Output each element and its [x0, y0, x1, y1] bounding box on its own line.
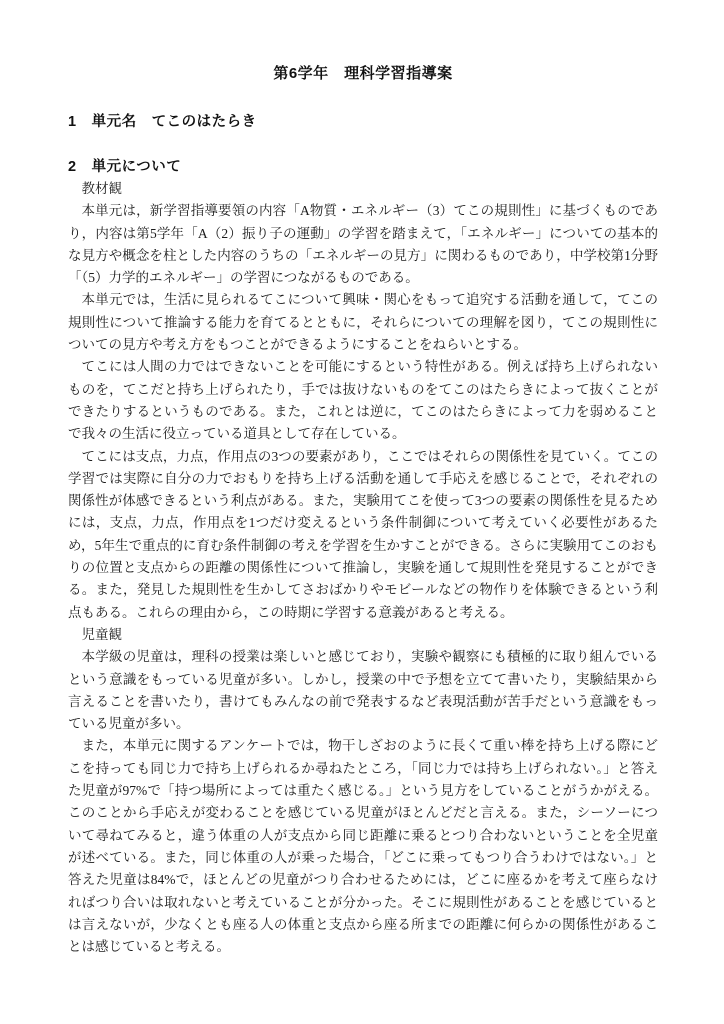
section-heading-unit-name: 1 単元名 てこのはたらき: [68, 114, 257, 130]
section-heading-about-unit: 2 単元について: [68, 159, 182, 175]
jidokan-paragraph-1: 本学級の児童は，理科の授業は楽しいと感じており，実験や観察にも積極的に取り組んでいるという意識をもっている児童が多い。しかし，授業の中で予想を立てて書いたり，実験結果から言えることを書いたり，書けてもみんなの前で発表するなど表現活動が苦手だという意識をもっている児童が多い。: [68, 649, 658, 732]
kyozaikan-paragraph-2: 本単元では，生活に見られるてこについて興味・関心をもって追究する活動を通して，てこの規則性について推論する能力を育てるとともに，それらについての理解を図り，てこの規則性についての見方や考え方をもつことができるようにすることをねらいとする。: [68, 292, 658, 353]
jidokan-paragraph-2: また，本単元に関するアンケートでは，物干しざおのように長くて重い棒を持ち上げる際にどこを持っても同じ力で持ち上げられるか尋ねたところ，「同じ力では持ち上げられない。」と答えた児童が97%で「持つ場所によっては重たく感じる。」という見方をしていることがうかがえる。このことから手応えが変わることを感じている児童がほとんどだと言える。また，シーソーについて尋ねてみると，違う体重の人が支点から同じ距離に乗るとつり合わないということを全児童が述べている。また，同じ体重の人が乗った場合，「どこに乗ってもつり合うわけではない。」と答えた児童は84%で，ほとんどの児童がつり合わせるためには，どこに座るかを考えて座らなければつり合いは取れないと考えていることが分かった。そこに規則性があることを感じているとは言えないが，少なくとも座る人の体重と支点から座る所までの距離に何らかの関係性があることは感じていると考える。: [68, 738, 658, 955]
kyozaikan-paragraph-1: 本単元は，新学習指導要領の内容「A物質・エネルギー（3）てこの規則性」に基づくものであり，内容は第5学年「A（2）振り子の運動」の学習を踏まえて，「エネルギー」についての基本的な見方や概念を柱とした内容のうちの「エネルギーの見方」に関わるものであり，中学校第1分野「（5）力学的エネルギー」の学習につながるものである。: [68, 203, 658, 286]
kyozaikan-paragraph-3: てこには人間の力ではできないことを可能にするという特性がある。例えば持ち上げられないものを，てこだと持ち上げられたり，手では抜けないものをてこのはたらきによって抜くことができたりするというものである。また，これとは逆に，てこのはたらきによって力を弱めることで我々の生活に役立っている道具として存在している。: [68, 359, 658, 442]
kyozaikan-paragraph-4: てこには支点，力点，作用点の3つの要素があり，ここではそれらの関係性を見ていく。てこの学習では実際に自分の力でおもりを持ち上げる活動を通して手応えを感じることで，それぞれの関係性が体感できるという利点がある。また，実験用てこを使って3つの要素の関係性を見るためには，支点，力点，作用点を1つだけ変えるという条件制御について考えていく必要性があるため，5年生で重点的に育む条件制御の考えを学習を生かすことができる。さらに実験用てこのおもりの位置と支点からの距離の関係性について推論し，実験を通して規則性を発見することができる。また，発見した規則性を生かしてさおばかりやモビールなどの物作りを体験できるという利点もある。これらの理由から，この時期に学習する意義があると考える。: [68, 448, 658, 620]
document-title: 第6学年 理科学習指導案: [273, 65, 453, 82]
document-body: [68, 178, 658, 958]
jidokan-label: 児童観: [81, 626, 122, 642]
kyozaikan-label: 教材観: [81, 181, 122, 196]
